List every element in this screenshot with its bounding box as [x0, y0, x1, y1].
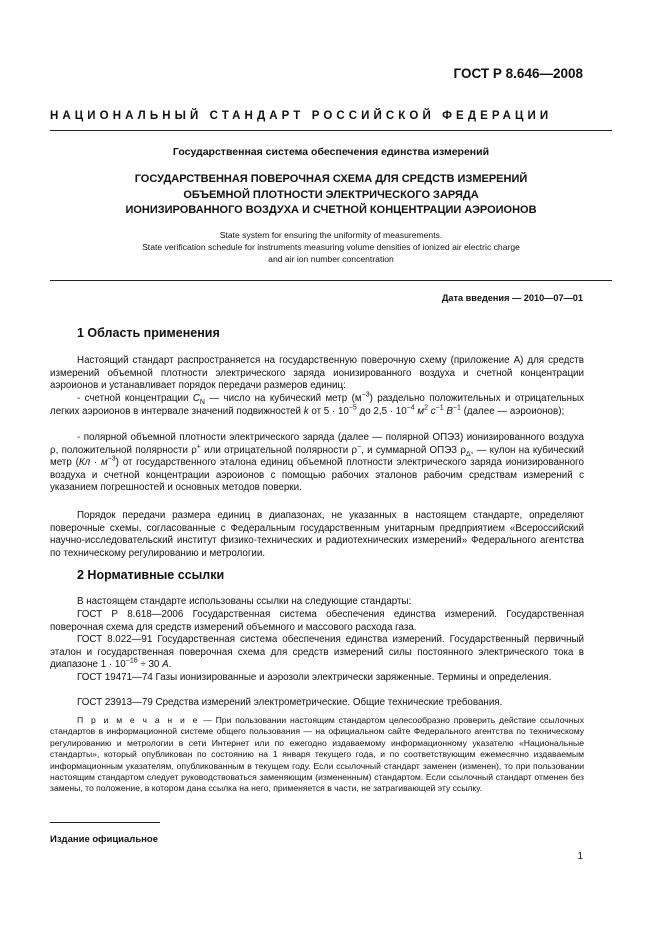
footer-divider	[50, 822, 160, 823]
english-title-line: State system for ensuring the uniformity of measurements.	[219, 230, 443, 240]
reference-item: ГОСТ 19471—74 Газы ионизированные и аэрозоли электрически заряженные. Термины и определения.	[77, 672, 552, 683]
date-of-introduction: Дата введения — 2010—07—01	[441, 293, 583, 303]
english-title-line: and air ion number concentration	[268, 254, 394, 265]
section-1-paragraph-3: - полярной объемной плотности электрического заряда (далее — полярной ОПЭЗ) ионизированного воздуха ρ, положительной полярности ρ+ или отрицательной полярности ρ−, и суммарной ОПЭЗ $\rho_\Delta$, — кулон на кубический метр $(Кл \cdot м^{-3})$ от государственного эталона единиц объемной плотности электрического заряда ионизированного воздуха и счетной концентрации аэроионов с помощью рабочих эталонов рабочим средствам измерений с указанием погрешностей и основных методов поверки.	[50, 432, 585, 494]
section-1-paragraph-1: Настоящий стандарт распространяется на государственную поверочную схему (приложение А) для средств измерений объемной плотности электрического заряда ионизированного воздуха и счетной концентрации аэроионов и устанавливает порядок передачи размеров единиц:	[50, 355, 584, 392]
section-1-paragraph-2: - счетной концентрации $C_N$ — число на кубический метр $(м^{-3})$ раздельно положительных и отрицательных легких аэроионов в интервале значений подвижностей k от $5 \cdot 10^{-5}$ до $2,5 \cdot 10^{-4}$ $м^2$ $с^{-1}$ $В^{-1}$ (далее — аэроионов);	[50, 391, 585, 417]
section-2-heading: 2 Нормативные ссылки	[77, 568, 225, 582]
section-1-paragraph-4: Порядок передачи размера единиц в диапазонах, не указанных в настоящем стандарте, определяют поверочные схемы, согласованные с Федеральным государственным унитарным предприятием «Всероссийский научно-исследовательский институт физико-технических и радиотехнических измерений» Федерального агентства по техническому регулированию и метрологии.	[50, 510, 584, 559]
reference-item: ГОСТ 23913—79 Средства измерений электрометрические. Общие технические требования.	[77, 697, 503, 708]
title-divider	[50, 280, 612, 281]
national-standard-banner: НАЦИОНАЛЬНЫЙ СТАНДАРТ РОССИЙСКОЙ ФЕДЕРАЦИИ	[50, 110, 553, 122]
system-title: Государственная система обеспечения единства измерений	[172, 146, 490, 158]
section-2-intro: В настоящем стандарте использованы ссылки на следующие стандарты:	[77, 596, 412, 607]
english-title	[50, 229, 612, 266]
main-title-line: ОБЪЕМНОЙ ПЛОТНОСТИ ЭЛЕКТРИЧЕСКОГО ЗАРЯДА	[183, 188, 479, 201]
header-divider	[50, 130, 612, 131]
document-number: ГОСТ Р 8.646—2008	[453, 66, 583, 81]
note-text: — При пользовании настоящим стандартом целесообразно проверить действие ссылочных стандартов в информационной системе общего пользования — на официальном сайте Федерального агентства по техническому регулированию и метрологии в сети Интернет или по ежегодно издаваемому информационному указателю «Национальные стандарты», который опубликован по состоянию на 1 января текущего года, и по соответствующим ежемесячно издаваемым информационным указателям, опубликованным в текущем году. Если ссылочный стандарт заменен (изменен), то при пользовании настоящим стандартом следует руководствоваться заменяющим (измененным) стандартом. Если ссылочный стандарт отменен без замены, то положение, в котором дана ссылка на него, применяется в части, не затрагивающей эту ссылку.	[50, 715, 585, 794]
main-title-line: ИОНИЗИРОВАННОГО ВОЗДУХА И СЧЕТНОЙ КОНЦЕНТРАЦИИ АЭРОИОНОВ	[125, 204, 537, 216]
main-title	[50, 172, 612, 219]
note-label: П р и м е ч а н и е	[77, 715, 200, 725]
english-title-line: State verification schedule for instruments measuring volume densities of ionized air electric charge	[142, 242, 520, 253]
page-number: 1	[577, 851, 583, 862]
section-2-note	[50, 715, 584, 795]
official-edition: Издание официальное	[50, 834, 158, 845]
section-1-heading: 1 Область применения	[77, 326, 220, 340]
reference-item: ГОСТ 8.022—91 Государственная система обеспечения единства измерений. Государственный первичный эталон и государственная поверочная схема для средств измерений силы постоянного электрического тока в диапазоне $1 \cdot 10^{-16} \div 30$ А.	[50, 634, 584, 671]
main-title-line: ГОСУДАРСТВЕННАЯ ПОВЕРОЧНАЯ СХЕМА ДЛЯ СРЕДСТВ ИЗМЕРЕНИЙ	[134, 173, 528, 185]
reference-item: ГОСТ Р 8.618—2006 Государственная система обеспечения единства измерений. Государственная поверочная схема для средств измерений объемного и массового расхода газа.	[50, 609, 584, 633]
